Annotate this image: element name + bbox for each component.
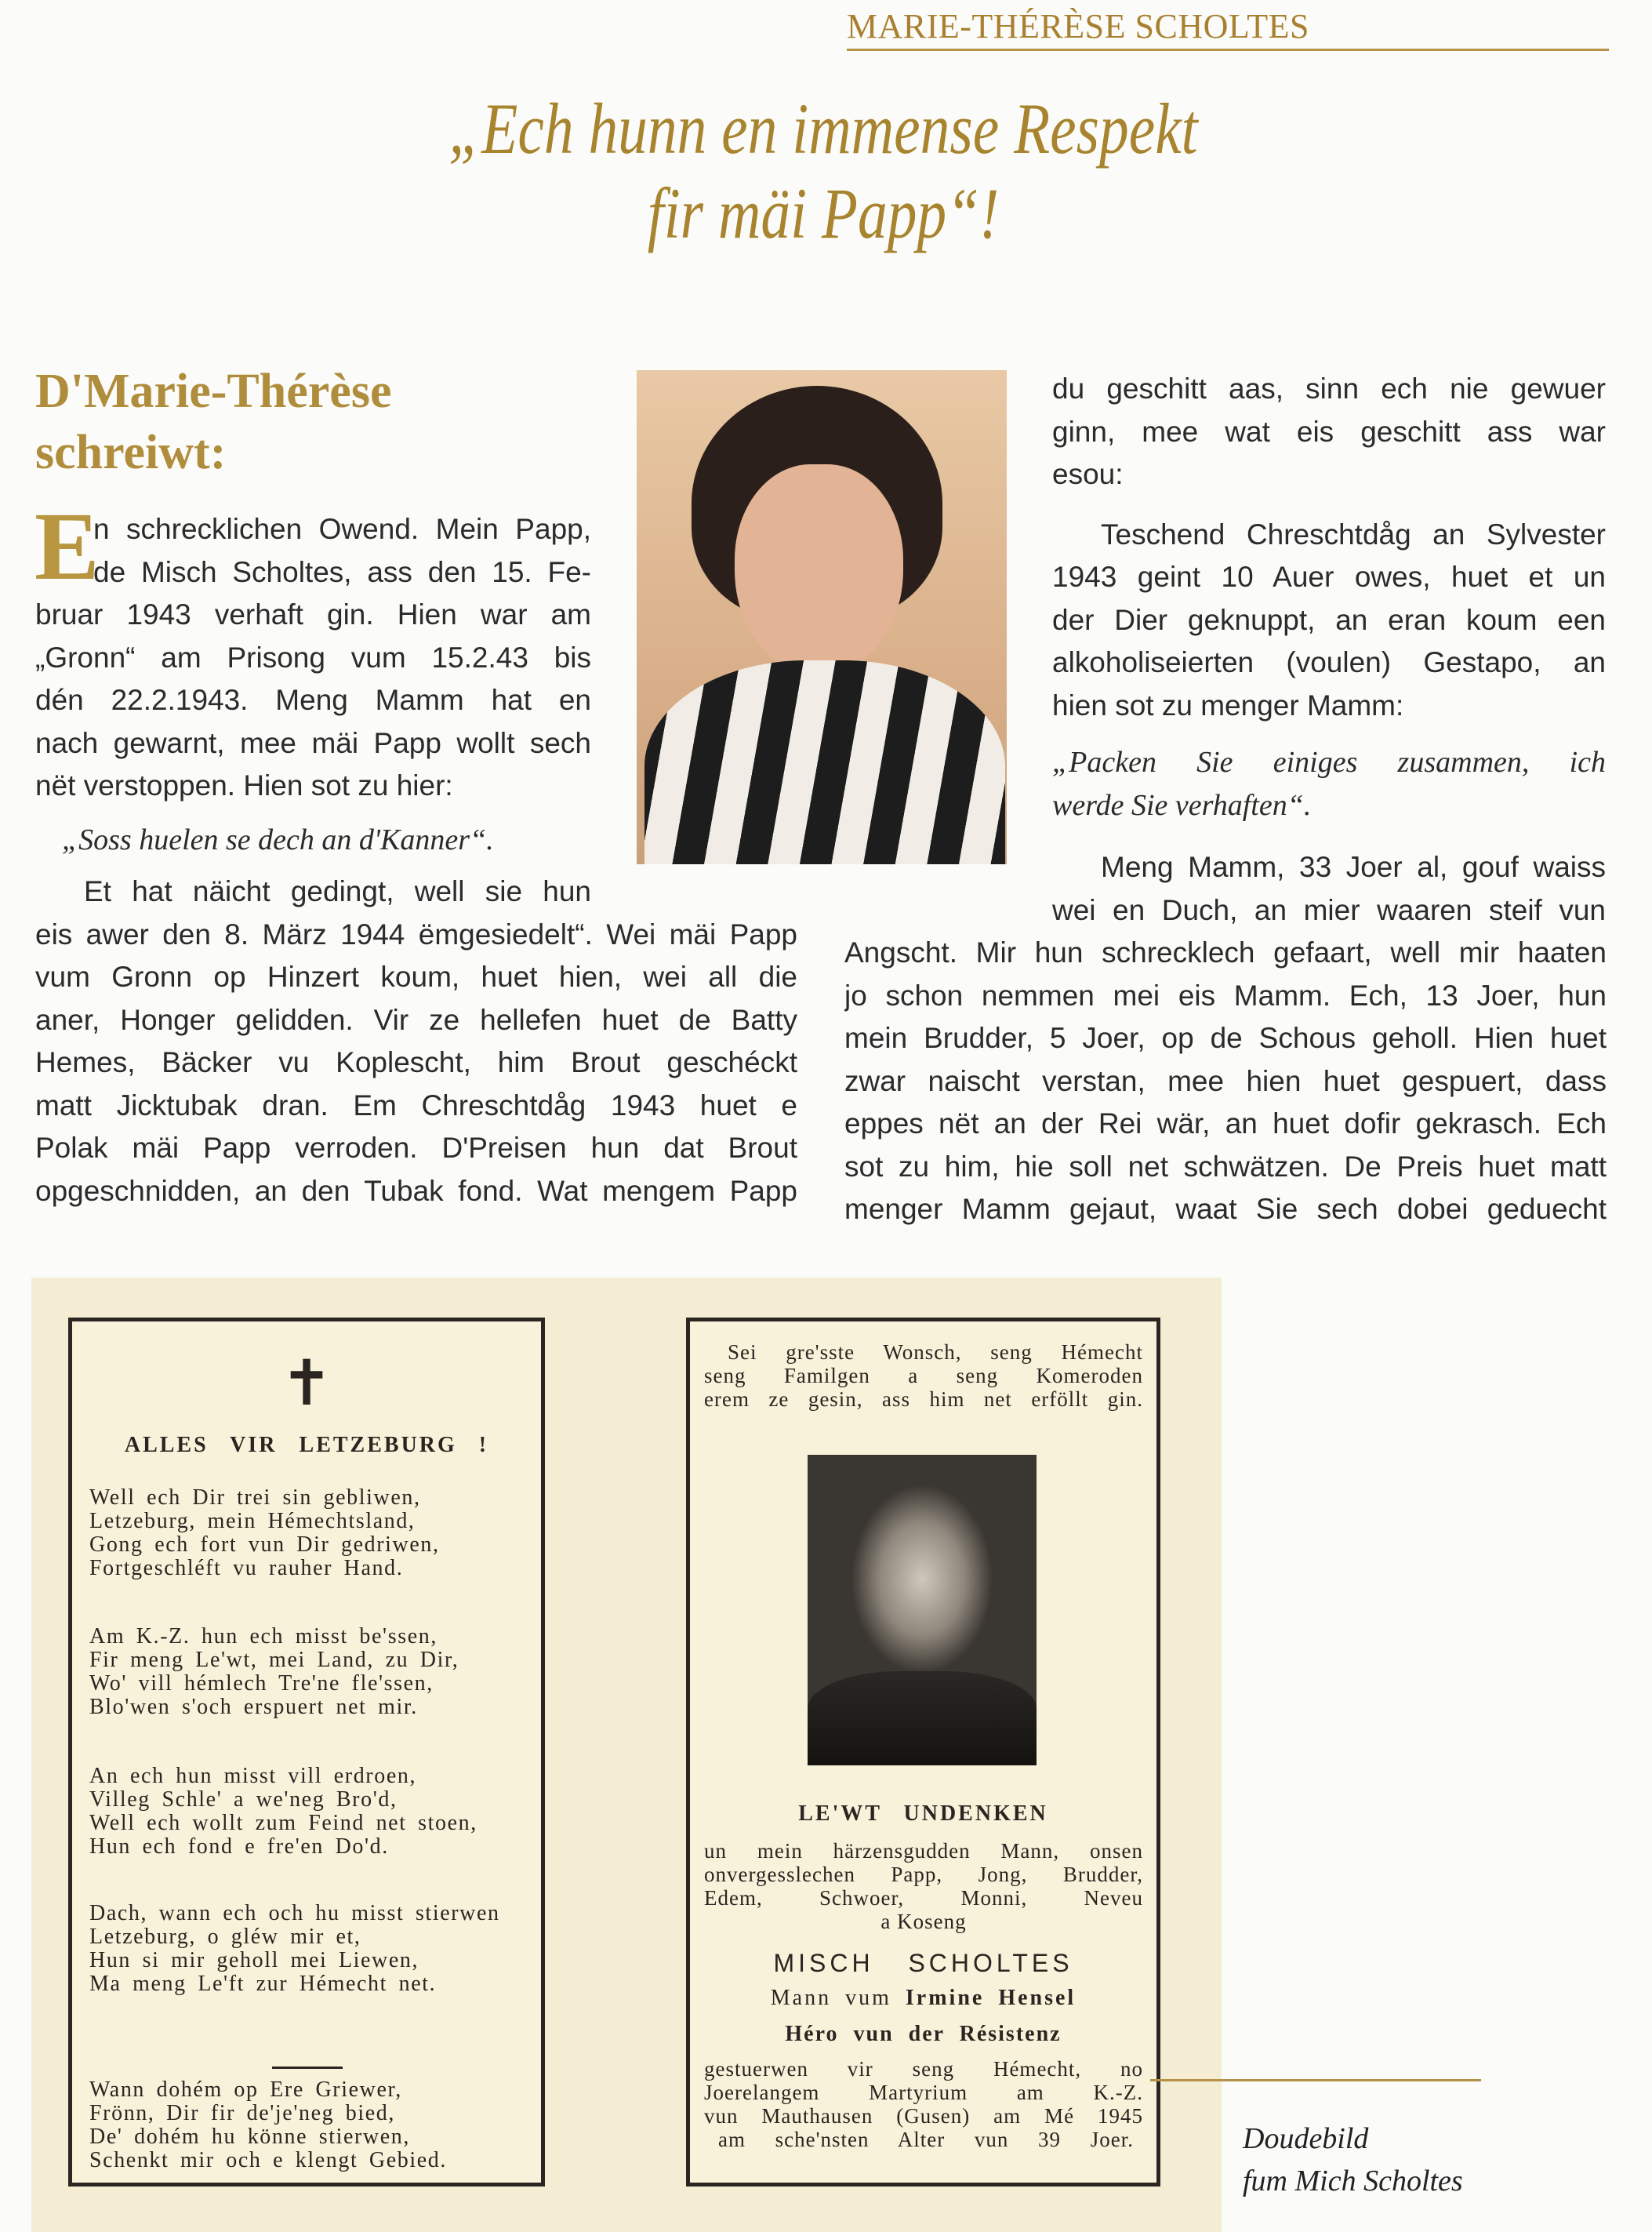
spouse-line (690, 1986, 1156, 2011)
poem-line: Blo'wen s'och erspuert net mir. (89, 1695, 418, 1719)
death-line: Joerelangem Martyrium am K.-Z. (704, 2081, 1143, 2104)
subheading-line: schreiwt: (35, 426, 227, 479)
text-line: der Dier geknuppt, an eran koum een (1052, 603, 1606, 636)
text-line: alkoholiseierten (voulen) Gestapo, an (1052, 646, 1606, 678)
portrait-photo-marie-therese (637, 370, 1007, 864)
hero-line: Héro vun der Résistenz (785, 2022, 1062, 2046)
text-line: jo schon nemmen mei eis Mamm. Ech, 13 Joer, hun (844, 979, 1607, 1012)
poem-heading: ALLES VIR LETZEBURG ! (124, 1433, 489, 1457)
article-subheading (35, 361, 391, 483)
poem-line: Hun ech fond e fre'en Do'd. (89, 1834, 389, 1859)
poem-stanza (89, 2078, 447, 2172)
header-rule (847, 49, 1609, 51)
text-line: Hemes, Bäcker vu Koplescht, him Brout geschéckt (35, 1046, 797, 1078)
intro-line: seng Familgen a seng Komeroden (704, 1364, 1143, 1387)
poem-line: Hun si mir geholl mei Liewen, (89, 1948, 419, 1972)
text-line: wei en Duch, an mier waaren steif vun (1052, 893, 1606, 926)
poem-line: Letzeburg, o gléw mir et, (89, 1925, 361, 1949)
poem-line: An ech hun misst vill erdroen, (89, 1764, 417, 1788)
death-notice (704, 2057, 1143, 2151)
text-line: du geschitt aas, sinn ech nie gewuer (1052, 373, 1606, 405)
text-line: eis awer den 8. März 1944 ëmgesiedelt“. Wei mäi Papp (35, 918, 797, 951)
text-line: Meng Mamm, 33 Joer al, gouf waiss (1101, 851, 1606, 883)
poem-line: Wann dohém op Ere Griewer, (89, 2078, 402, 2102)
poem-line: Letzeburg, mein Hémechtsland, (89, 1509, 416, 1533)
death-line: gestuerwen vir seng Hémecht, no (704, 2057, 1143, 2081)
spouse-prefix: Mann vum (770, 1986, 906, 2010)
text-line: „Gronn“ am Prisong vum 15.2.43 bis (35, 641, 591, 674)
poem-stanza (89, 1765, 477, 1859)
text-line: 1943 geint 10 Auer owes, huet et un (1052, 561, 1606, 593)
text-line: n schrecklichen Owend. Mein Papp, (93, 513, 591, 545)
text-line: esou: (1052, 458, 1124, 490)
drop-cap: E (34, 493, 100, 600)
text-line: nët verstoppen. Hien sot zu hier: (35, 769, 453, 802)
caption-line: fum Mich Scholtes (1243, 2165, 1463, 2197)
text-line: nach gewarnt, mee mäi Papp wollt sech (35, 726, 591, 759)
dedication (704, 1839, 1143, 1933)
text-line: Teschend Chreschtdåg an Sylvester (1101, 518, 1606, 551)
text-line: zwar naischt verstan, mee hien huet gespuert, dass (844, 1064, 1607, 1097)
memorial-heading: LE'WT UNDENKEN (798, 1801, 1048, 1826)
poem-line: Villeg Schle' a we'neg Bro'd, (89, 1787, 398, 1812)
caption-line: Doudebild (1243, 2122, 1369, 2155)
poem-stanza (89, 1902, 500, 1996)
death-card-right-page (686, 1318, 1160, 2187)
death-card-left-page (68, 1318, 545, 2187)
intro-line: Sei gre'sste Wonsch, seng Hémecht (728, 1340, 1143, 1364)
dedication-line: a Koseng (880, 1910, 967, 1933)
dedication-line: Edem, Schwoer, Monni, Neveu (704, 1886, 1143, 1910)
text-line: vum Gronn op Hinzert koum, huet hien, wei all die (35, 961, 797, 993)
poem-line: Dach, wann ech och hu misst stierwen (89, 1901, 500, 1925)
poem-line: Well ech wollt zum Feind net stoen, (89, 1811, 477, 1835)
dedication-line: onvergesslechen Papp, Jong, Brudder, (704, 1863, 1143, 1886)
death-line: am sche'nsten Alter vun 39 Joer. (718, 2128, 1134, 2151)
deceased-name: MISCH SCHOLTES (773, 1949, 1073, 1977)
poem-line: Well ech Dir trei sin gebliwen, (89, 1485, 421, 1510)
text-line: bruar 1943 verhaft gin. Hien war am (35, 598, 591, 631)
image-caption (1243, 2117, 1463, 2202)
title-line: „Ech hunn en immense Respekt (448, 89, 1198, 169)
poem-line: Frönn, Dir fir de'je'neg bied, (89, 2101, 396, 2125)
text-line: Angscht. Mir hun schrecklech gefaart, well mir haaten (844, 936, 1607, 969)
quote-line: werde Sie verhaften“. (1052, 788, 1312, 822)
poem-line: Schenkt mir och e klengt Gebied. (89, 2148, 447, 2172)
text-line: aner, Honger gelidden. Vir ze hellefen huet de Batty (35, 1003, 797, 1036)
poem-line: Am K.-Z. hun ech misst be'ssen, (89, 1624, 438, 1649)
text-line: eppes nët an der Rei wär, an huet dofir gekrasch. Ech (844, 1107, 1607, 1140)
caption-rule (1150, 2079, 1481, 2081)
text-line: Polak mäi Papp verroden. D'Preisen hun dat Brout (35, 1132, 797, 1164)
intro-line: erem ze gesin, ass him net erföllt gin. (704, 1387, 1143, 1411)
quote-line: „Soss huelen se dech an d'Kanner“. (62, 823, 494, 856)
divider (272, 2067, 343, 2069)
text-line: sot zu him, hie soll net schwätzen. De Preis huet matt (844, 1150, 1607, 1183)
subheading-line: D'Marie-Thérèse (35, 365, 392, 418)
portrait-photo-misch-scholtes (808, 1455, 1037, 1765)
text-line: de Misch Scholtes, ass den 15. Fe- (93, 555, 591, 588)
text-line: ginn, mee wat eis geschitt ass war (1052, 415, 1606, 448)
article-title (341, 86, 1305, 256)
text-line: menger Mamm gejaut, waat Sie sech dobei geduecht (844, 1193, 1607, 1225)
card-intro (704, 1340, 1143, 1411)
text-line: Et hat näicht gedingt, well sie hun (84, 875, 591, 907)
cross-icon: ✝ (280, 1350, 333, 1419)
poem-line: Wo' vill hémlech Tre'ne fle'ssen, (89, 1671, 434, 1696)
text-line: mein Brudder, 5 Joer, op de Schous geholl. Hien huet (844, 1022, 1607, 1054)
dedication-line: un mein härzensgudden Mann, onsen (704, 1839, 1143, 1863)
poem-line: Fir meng Le'wt, mei Land, zu Dir, (89, 1648, 459, 1672)
title-line: fir mäi Papp“! (647, 173, 1000, 253)
poem-line: De' dohém hu könne stierwen, (89, 2125, 410, 2149)
spouse-name: Irmine Hensel (905, 1986, 1077, 2010)
quote-line: „Packen Sie einiges zusammen, ich (1052, 746, 1606, 779)
text-line: matt Jicktubak dran. Em Chreschtdåg 1943 huet e (35, 1089, 797, 1121)
text-line: hien sot zu menger Mamm: (1052, 689, 1404, 722)
poem-line: Ma meng Le'ft zur Hémecht net. (89, 1972, 437, 1996)
poem-line: Fortgeschléft vu rauher Hand. (89, 1556, 404, 1580)
text-line: dén 22.2.1943. Meng Mamm hat en (35, 684, 591, 716)
poem-stanza (89, 1625, 459, 1719)
poem-stanza (89, 1486, 440, 1580)
text-line: opgeschnidden, an den Tubak fond. Wat mengem Papp (35, 1174, 797, 1207)
death-line: vun Mauthausen (Gusen) am Mé 1945 (704, 2104, 1143, 2128)
poem-line: Gong ech fort vun Dir gedriwen, (89, 1532, 440, 1557)
running-head: MARIE-THÉRÈSE SCHOLTES (847, 7, 1309, 45)
